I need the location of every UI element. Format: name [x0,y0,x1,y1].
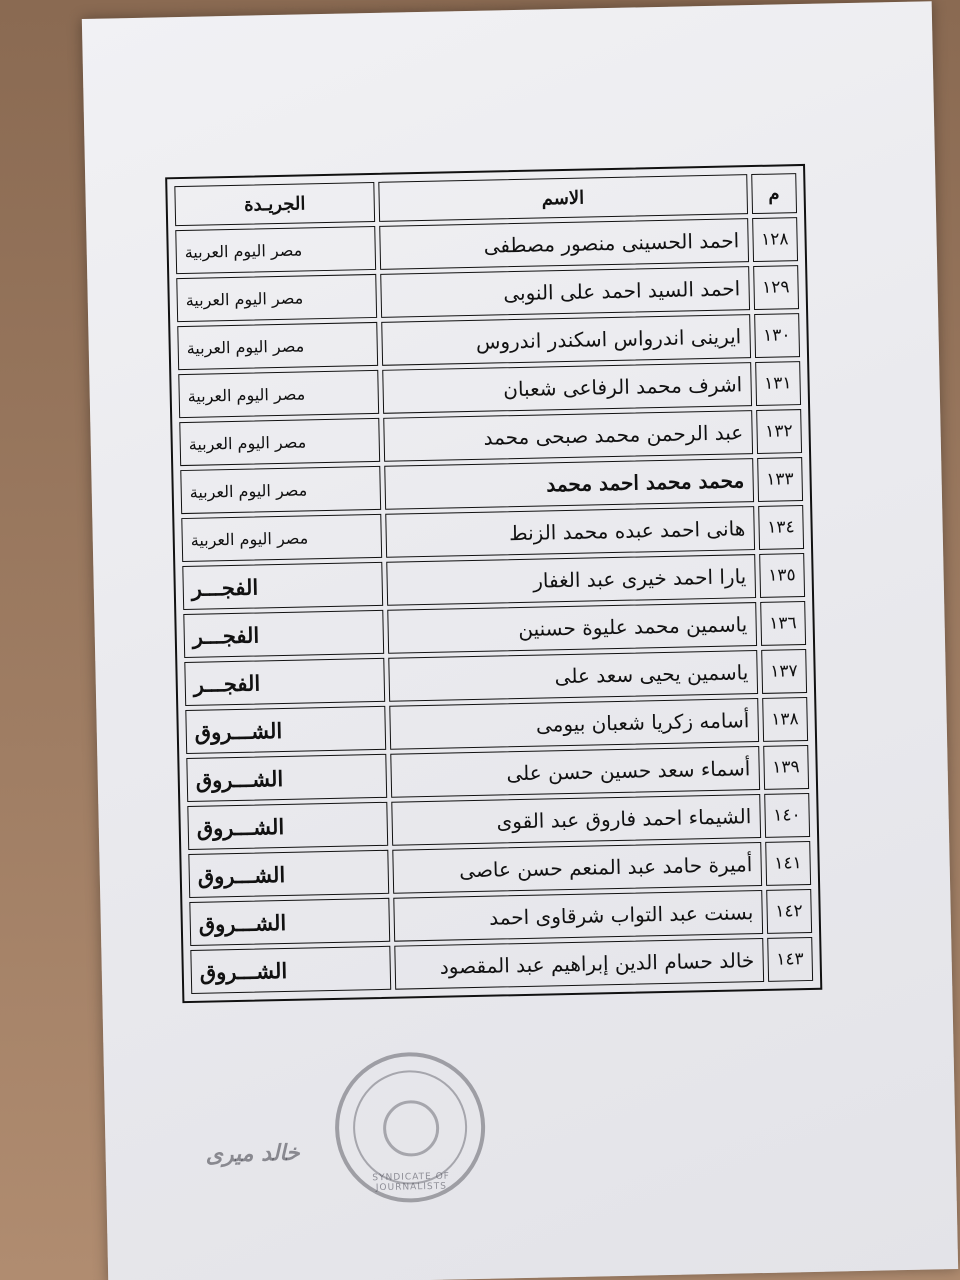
table-row [186,745,809,802]
row-name: خالد حسام الدين إبراهيم عبد المقصود [394,938,763,990]
row-newspaper: مصر اليوم العربية [181,514,382,562]
row-newspaper: الفجـــر [184,658,385,706]
row-number: ١٢٨ [752,217,798,262]
table-row [188,841,811,898]
journalists-table [165,164,822,1003]
journalists-table-grid [170,169,817,998]
table-row [187,793,810,850]
table-row [189,889,812,946]
row-newspaper: الشـــروق [185,706,386,754]
row-name: اشرف محمد الرفاعى شعبان [382,362,751,414]
row-name: يارا احمد خيرى عبد الغفار [386,554,755,606]
row-name: بسنت عبد التواب شرقاوى احمد [393,890,762,942]
row-number: ١٣٢ [756,409,802,454]
table-row [179,409,802,466]
row-number: ١٣٠ [754,313,800,358]
row-newspaper: مصر اليوم العربية [177,322,378,370]
stamp-emblem-icon [383,1100,440,1157]
row-number: ١٤٢ [766,889,812,934]
table-row [177,313,800,370]
header-number: م [751,173,797,214]
table-row [183,601,806,658]
table-row [185,697,808,754]
row-number: ١٣٤ [758,505,804,550]
row-number: ١٤١ [765,841,811,886]
row-name: احمد الحسينى منصور مصطفى [379,218,748,270]
row-name: أسامه زكريا شعبان بيومى [389,698,758,750]
table-row [184,649,807,706]
row-newspaper: الشـــروق [186,754,387,802]
table-row [182,553,805,610]
row-newspaper: مصر اليوم العربية [176,274,377,322]
row-newspaper: الشـــروق [187,802,388,850]
row-name: احمد السيد احمد على النوبى [380,266,749,318]
row-newspaper: مصر اليوم العربية [175,226,376,274]
document-sheet [82,1,958,1280]
row-number: ١٤٣ [767,937,813,982]
table-row [180,457,803,514]
row-number: ١٣٦ [760,601,806,646]
row-name: أميرة حامد عبد المنعم حسن عاصى [392,842,761,894]
row-newspaper: مصر اليوم العربية [178,370,379,418]
table-row [178,361,801,418]
row-number: ١٣٧ [761,649,807,694]
row-name: هانى احمد عبده محمد الزنط [385,506,754,558]
row-newspaper: مصر اليوم العربية [180,466,381,514]
row-name: ياسمين يحيى سعد على [388,650,757,702]
row-name: ياسمين محمد عليوة حسنين [387,602,756,654]
signature: خالد ميرى [205,1139,300,1168]
table-row [175,217,798,274]
row-name: محمد محمد احمد محمد [384,458,753,510]
row-number: ١٣٥ [759,553,805,598]
row-name: أسماء سعد حسين حسن على [390,746,759,798]
row-name: عبد الرحمن محمد صبحى محمد [383,410,752,462]
row-number: ١٢٩ [753,265,799,310]
row-number: ١٣٩ [763,745,809,790]
row-number: ١٣٨ [762,697,808,742]
table-row [181,505,804,562]
row-name: الشيماء احمد فاروق عبد القوى [391,794,760,846]
row-number: ١٣١ [755,361,801,406]
row-name: ايرينى اندرواس اسكندر اندروس [381,314,750,366]
row-newspaper: الفجـــر [183,610,384,658]
table-row [190,937,813,994]
row-newspaper: الشـــروق [190,946,391,994]
row-number: ١٤٠ [764,793,810,838]
table-row [176,265,799,322]
header-newspaper: الجريـدة [174,182,375,226]
row-newspaper: الشـــروق [189,898,390,946]
stamp-text: SYNDICATE OF JOURNALISTS [372,1171,451,1194]
row-number: ١٣٣ [757,457,803,502]
header-name: الاسم [378,174,747,222]
row-newspaper: الشـــروق [188,850,389,898]
row-newspaper: الفجـــر [182,562,383,610]
row-newspaper: مصر اليوم العربية [179,418,380,466]
syndicate-stamp [334,1051,487,1204]
